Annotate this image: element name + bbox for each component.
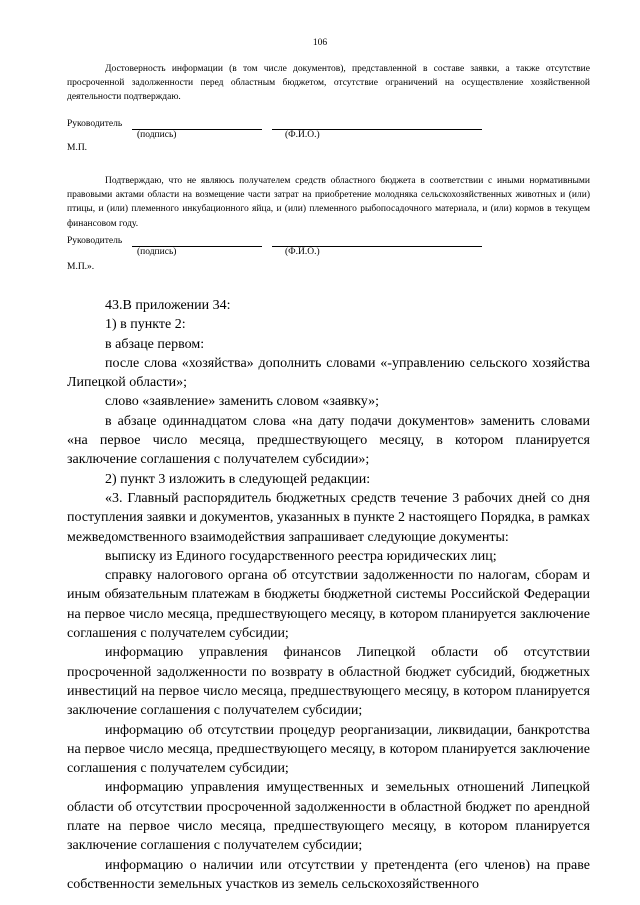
amendment-item: слово «заявление» заменить словом «заявку»;: [105, 394, 379, 410]
amendment-item: после слова «хозяйства» дополнить словами «-управлению сельского хозяйства Липецкой области»;: [67, 355, 590, 391]
amendment-item: 2) пункт 3 изложить в следующей редакции:: [105, 471, 371, 487]
amendment-item: информацию о наличии или отсутствии у претендента (его членов) на праве собственности земельных участков из земель сельскохозяйственного: [67, 857, 590, 892]
paragraph-confirm: Подтверждаю, что не являюсь получателем средств областного бюджета в соответствии с иными нормативными правовыми актами области на возмещение части затрат на приобретение молодняка сельскохозяйственных животных и (или) птицы, и (или) племенного инкубационного яйца, и (или) племенного рыбопосадочного материала, и (или) кормов в текущем финансовом году.: [67, 176, 590, 229]
stamp-mark: М.П.: [67, 143, 88, 153]
amendment-item: «3. Главный распорядитель бюджетных средств течение 3 рабочих дней со дня поступления заявки и документов, указанных в пункте 2 настоящего Порядка, в рамках межведомственного взаимодействия запрашивает следующие документы:: [67, 490, 590, 545]
amendment-heading: 43.В приложении 34:: [105, 298, 231, 313]
amendment-item: в абзаце первом:: [105, 336, 205, 352]
amendment-item: информацию управления имущественных и земельных отношений Липецкой области об отсутствии просроченной задолженности в областной бюджет по арендной плате на первое число месяца, предшествующего месяцу, в котором планируется заключение соглашения с получателем субсидии;: [67, 780, 590, 854]
signature-caption: (подпись): [137, 247, 177, 257]
amendments-text: [67, 296, 590, 894]
signature-label: Руководитель: [67, 119, 123, 129]
amendment-item: выписку из Единого государственного реестра юридических лиц;: [105, 548, 497, 564]
name-caption: (Ф.И.О.): [285, 247, 320, 257]
amendment-item: справку налогового органа об отсутствии задолженности по налогам, сборам и иным обязательным платежам в бюджеты бюджетной системы Российской Федерации на первое число месяца, предшествующего месяцу, в котором планируется заключение соглашения с получателем субсидии;: [67, 568, 590, 642]
paragraph-reliability: Достоверность информации (в том числе документов), представленной в составе заявки, а также отсутствие просроченной задолженности перед областным бюджетом, отсутствие ограничений на осуществление хозяйственной деятельности подтверждаю.: [67, 64, 590, 103]
signature-label: Руководитель: [67, 236, 123, 246]
signature-caption: (подпись): [137, 130, 177, 140]
stamp-mark: М.П.».: [67, 262, 95, 272]
amendment-item: 1) в пункте 2:: [105, 317, 186, 333]
name-caption: (Ф.И.О.): [285, 130, 320, 140]
page-number: 106: [312, 38, 328, 48]
amendment-item: информацию управления финансов Липецкой области об отсутствии просроченной задолженности по возврату в областной бюджет субсидий, бюджетных инвестиций на первое число месяца, предшествующего месяцу, в котором планируется заключение соглашения с получателем субсидии;: [67, 645, 590, 719]
amendment-item: информацию об отсутствии процедур реорганизации, ликвидации, банкротства на первое число месяца, предшествующего месяцу, в котором планируется заключение соглашения с получателем субсидии;: [67, 722, 590, 777]
amendment-item: в абзаце одиннадцатом слова «на дату подачи документов» заменить словами «на первое число месяца, предшествующего месяцу, в котором планируется заключение соглашения с получателем субсидии»;: [67, 413, 590, 468]
